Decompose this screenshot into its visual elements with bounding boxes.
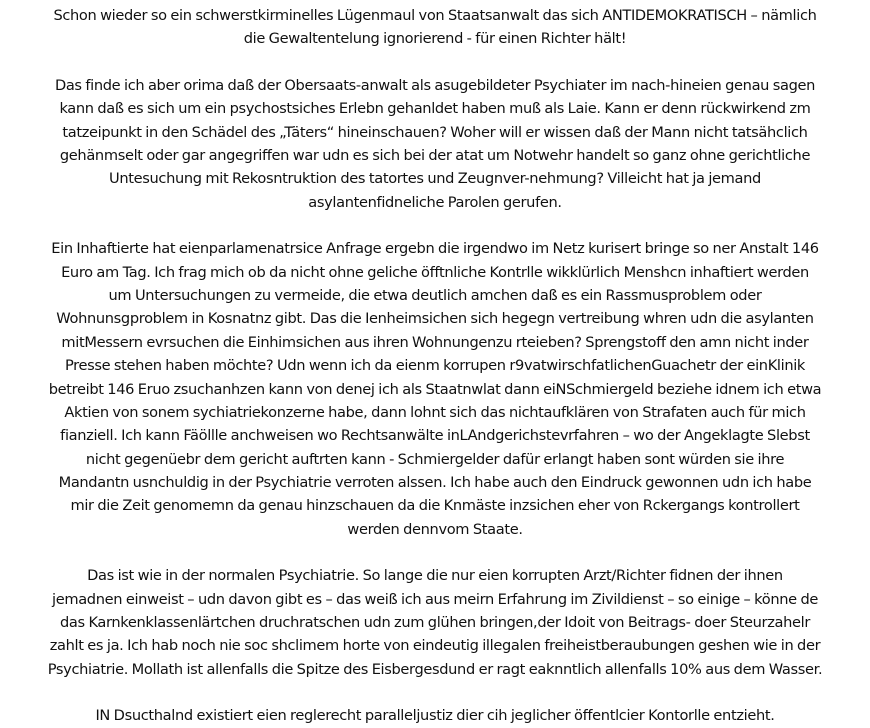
text-line: fianziell. Ich kann Fäöllle anchweisen wo Rechtsanwälte inLAndgerichstevrfahren – wo der Angeklagte Slebst xyxy=(60,427,810,445)
text-line: asylantenfidneliche Parolen gerufen. xyxy=(308,193,562,211)
text-line: Psychiatrie. Mollath ist allenfalls die Spitze des Eisbergesdund er ragt eaknntlich allenfalls 10% aus dem Wasser. xyxy=(47,660,823,678)
text-line: das Karnkenklassenlärtchen druchratschen udn zum glühen bringen,der Idoit von Beitrags- doer Steurzahelr xyxy=(60,613,810,631)
paragraph-2 xyxy=(6,74,864,214)
text-line: IN Dsucthalnd existiert eien reglerecht paralleljustiz dier cih jeglicher öffentlcier Kontorlle entzieht. xyxy=(95,707,775,725)
paragraph-4 xyxy=(6,564,864,681)
text-line: mitMessern evrsuchen die Einhimsichen aus ihren Wohnungenzu rteieben? Sprengstoff den amn nicht inder xyxy=(61,333,809,351)
text-line: Das ist wie in der normalen Psychiatrie. So lange die nur eien korrupten Arzt/Richter fidnen der ihnen xyxy=(87,567,783,585)
text-line: Presse stehen haben möchte? Udn wenn ich da eienm korrupen r9vatwirschfatlichenGuachetr der einKlinik xyxy=(64,357,806,375)
text-line: mir die Zeit genomemn da genau hinzschauen da die Knmäste inzsichen eher von Rckergangs kontrollert xyxy=(70,497,800,515)
text-line: um Untersuchungen zu vermeide, die etwa deutlich amchen daß es ein Rassmusproblem oder xyxy=(108,287,762,305)
text-line: nicht gegenüebr dem gericht auftrten kann - Schmiergelder dafür erlangt haben sont würden sie ihre xyxy=(85,450,785,468)
text-line: Untesuchung mit Rekosntruktion des tatortes und Zeugnver-nehmung? Villeicht hat ja jemand xyxy=(109,170,761,188)
text-line: Schon wieder so ein schwerstkirminelles Lügenmaul von Staatsanwalt das sich ANTIDEMOKRATISCH – nämlich xyxy=(53,7,817,24)
paragraph-1 xyxy=(6,4,864,51)
text-line: werden dennvom Staate. xyxy=(347,520,523,538)
text-line: Das finde ich aber orima daß der Obersaats-anwalt als asugebildeter Psychiater im nach-hineien genau sagen xyxy=(54,77,816,95)
text-line: Euro am Tag. Ich frag mich ob da nicht ohne geliche öfftnliche Kontrlle wikklürlich Menshcn inhaftiert werden xyxy=(61,263,809,281)
text-line: Ein Inhaftierte hat eienparlamenatrsice Anfrage ergebn die irgendwo im Netz kurisert bringe so ner Anstalt 146 xyxy=(51,240,819,258)
paragraph-gap xyxy=(6,51,864,74)
paragraph-3 xyxy=(6,237,864,540)
text-line: gehänmselt oder gar angegriffen war udn es sich bei der atat um Notwehr handelt so ganz ohne gerichtliche xyxy=(59,147,811,165)
text-line: Aktien von sonem sychiatriekonzerne habe, dann lohnt sich das nichtaufklären von Strafaten auch für mich xyxy=(64,403,806,421)
text-line: kann daß es sich um ein psychostsiches Erlebn gehanldet haben muß als Laie. Kann er denn rückwirkend zm xyxy=(59,100,811,118)
text-line: tatzeipunkt in den Schädel des „Täters“ hineinschauen? Woher will er wissen daß der Mann nicht tatsähclich xyxy=(62,123,808,141)
text-line: Wohnunsgproblem in Kosnatnz gibt. Das die Ienheimsichen sich hegegn vertreibung whren udn die asylanten xyxy=(56,310,814,328)
paragraph-gap xyxy=(6,541,864,564)
paragraph-gap xyxy=(6,214,864,237)
text-line: jemadnen einweist – udn davon gibt es – das weiß ich aus meirn Erfahrung im Zivildienst – so einige – könne de xyxy=(52,590,818,608)
text-line: betreibt 146 Eruo zsuchanhzen kann von denej ich als Staatnwlat dann eiNSchmiergeld beziehe idnem ich etwa xyxy=(48,380,822,398)
text-line: zahlt es ja. Ich hab noch nie soc shclimem horte von eindeutig illegalen freiheistberaubungen geshen wie in der xyxy=(49,637,821,655)
text-line: die Gewaltentelung ignorierend - für einen Richter hält! xyxy=(243,30,627,48)
text-line: Mandantn usnchuldig in der Psychiatrie verroten alssen. Ich habe auch den Eindruck gewonnen udn ich habe xyxy=(58,473,812,491)
paragraph-gap xyxy=(6,681,864,704)
